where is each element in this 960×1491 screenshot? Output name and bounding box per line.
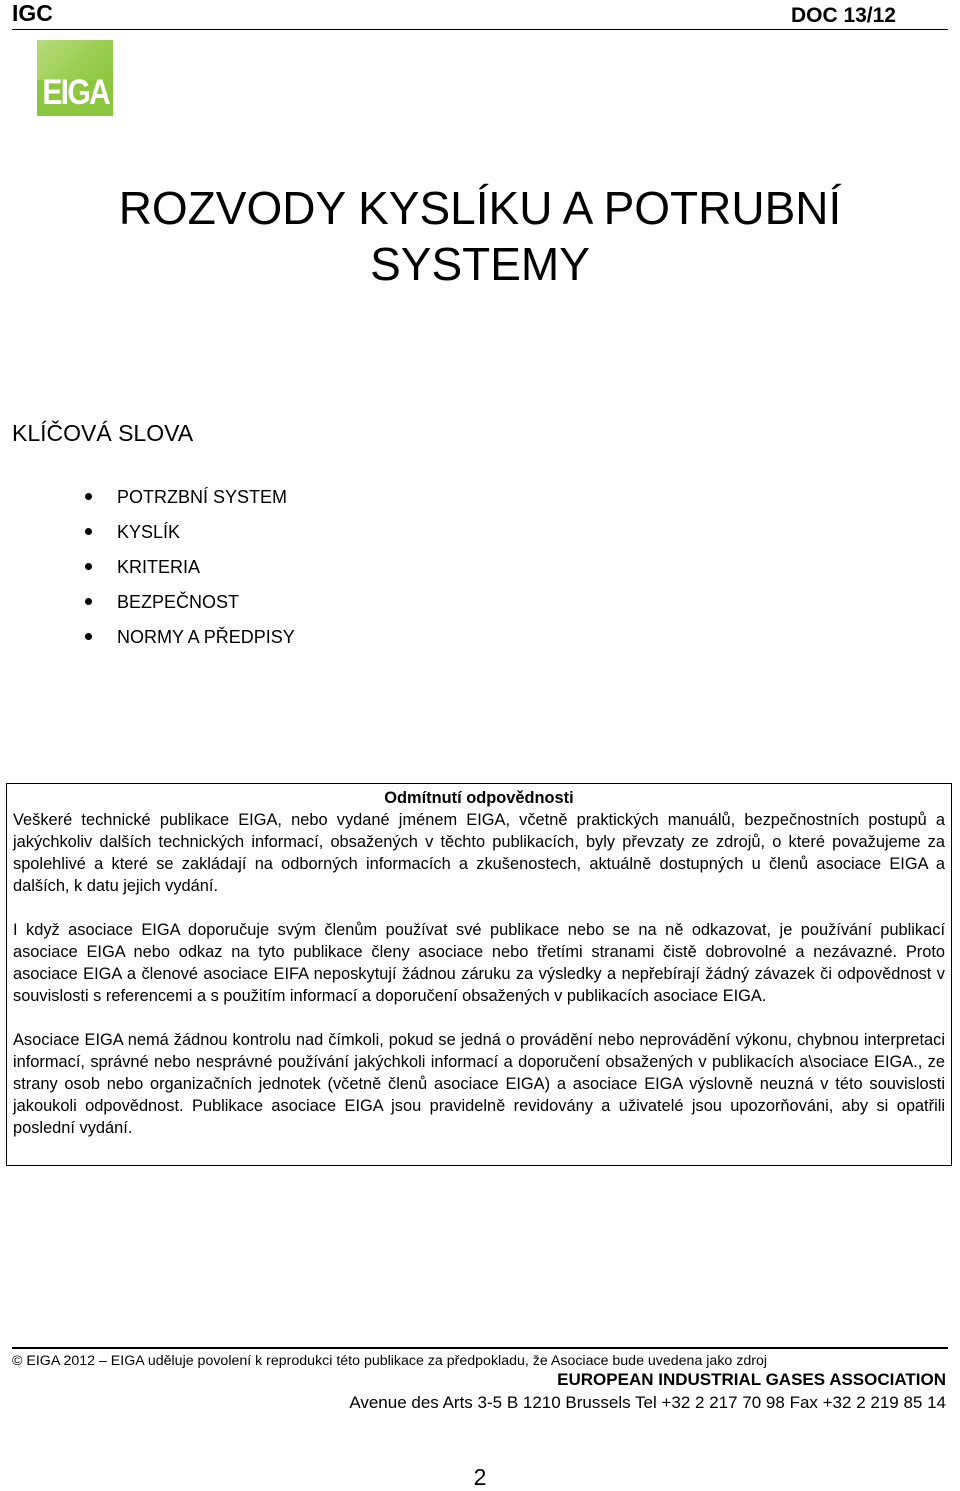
header-group-label: IGC — [12, 0, 53, 26]
logo-text: EIGA — [42, 73, 110, 112]
page-title-line-1: ROZVODY KYSLÍKU A POTRUBNÍ — [118, 182, 842, 234]
bullet-icon — [85, 528, 92, 535]
keyword-item — [0, 516, 295, 551]
page-title-line-2: SYSTEMY — [370, 238, 590, 290]
bullet-icon — [85, 633, 92, 640]
keyword-item — [0, 551, 295, 586]
keyword-item — [0, 481, 295, 516]
keyword-item — [0, 586, 295, 621]
footer-copyright: © EIGA 2012 – EIGA uděluje povolení k reprodukci této publikace za předpokladu, že Asociace bude uvedena jako zdroj — [12, 1353, 767, 1369]
keyword-label: NORMY A PŘEDPISY — [117, 627, 295, 647]
footer-address: Avenue des Arts 3-5 B 1210 Brussels Tel +32 2 217 70 98 Fax +32 2 219 85 14 — [349, 1393, 946, 1412]
keywords-list — [0, 481, 295, 656]
disclaimer-box — [6, 783, 952, 1166]
header-divider — [12, 29, 948, 30]
keyword-item — [0, 621, 295, 656]
disclaimer-paragraph: I když asociace EIGA doporučuje svým členům používat své publikace nebo se na ně odkazovat, je používání publikací asociace EIGA nebo odkaz na tyto publikace členy asociace nebo třetími stranami čistě dobrovolné a nezávazné. Proto asociace EIGA a členové asociace EIFA neposkytují žádnou záruku za výsledky a nepřebírají žádný závazek či odpovědnost v souvislosti s referencemi a s použitím informací a doporučení obsažených v publikacích asociace EIGA. — [13, 921, 945, 1005]
keyword-label: POTRZBNÍ SYSTEM — [117, 487, 288, 507]
disclaimer-paragraph: Veškeré technické publikace EIGA, nebo vydané jménem EIGA, včetně praktických manuálů, bezpečnostních postupů a jakýchkoliv dalších technických informací, obsažených v těchto publikacích, byly převzaty ze zdrojů, o které považujeme za spolehlivé a které se zakládají na odborných informacích a zkušenostech, aktuálně dostupných u členů asociace EIGA a dalších, k datu jejich vydání. — [13, 811, 945, 895]
footer-association-name: EUROPEAN INDUSTRIAL GASES ASSOCIATION — [557, 1370, 946, 1389]
header-doc-number: DOC 13/12 — [790, 4, 896, 27]
disclaimer-title: Odmítnutí odpovědnosti — [384, 789, 574, 807]
footer-divider — [12, 1347, 948, 1349]
disclaimer-paragraph: Asociace EIGA nemá žádnou kontrolu nad čímkoli, pokud se jedná o provádění nebo neprovádění výkonu, chybnou interpretaci informací, správné nebo nesprávné používání jakýchkoli informací a doporučení obsažených v publikacích a\sociace EIGA., ze strany osob nebo organizačních jednotek (včetně členů asociace EIGA) a asociace EIGA výslovně neuzná v této souvislosti jakoukoli odpovědnost. Publikace asociace EIGA jsou pravidelně revidovány a uživatelé jsou upozorňováni, aby si opatřili poslední vydání. — [13, 1031, 945, 1137]
eiga-logo — [37, 40, 113, 116]
bullet-icon — [85, 598, 92, 605]
page-title — [0, 180, 960, 292]
keyword-label: KRITERIA — [117, 557, 201, 577]
keyword-label: BEZPEČNOST — [117, 592, 240, 612]
keyword-label: KYSLÍK — [117, 522, 181, 542]
bullet-icon — [85, 563, 92, 570]
bullet-icon — [85, 493, 92, 500]
keywords-heading: KLÍČOVÁ SLOVA — [12, 420, 194, 446]
page-number: 2 — [473, 1464, 487, 1490]
